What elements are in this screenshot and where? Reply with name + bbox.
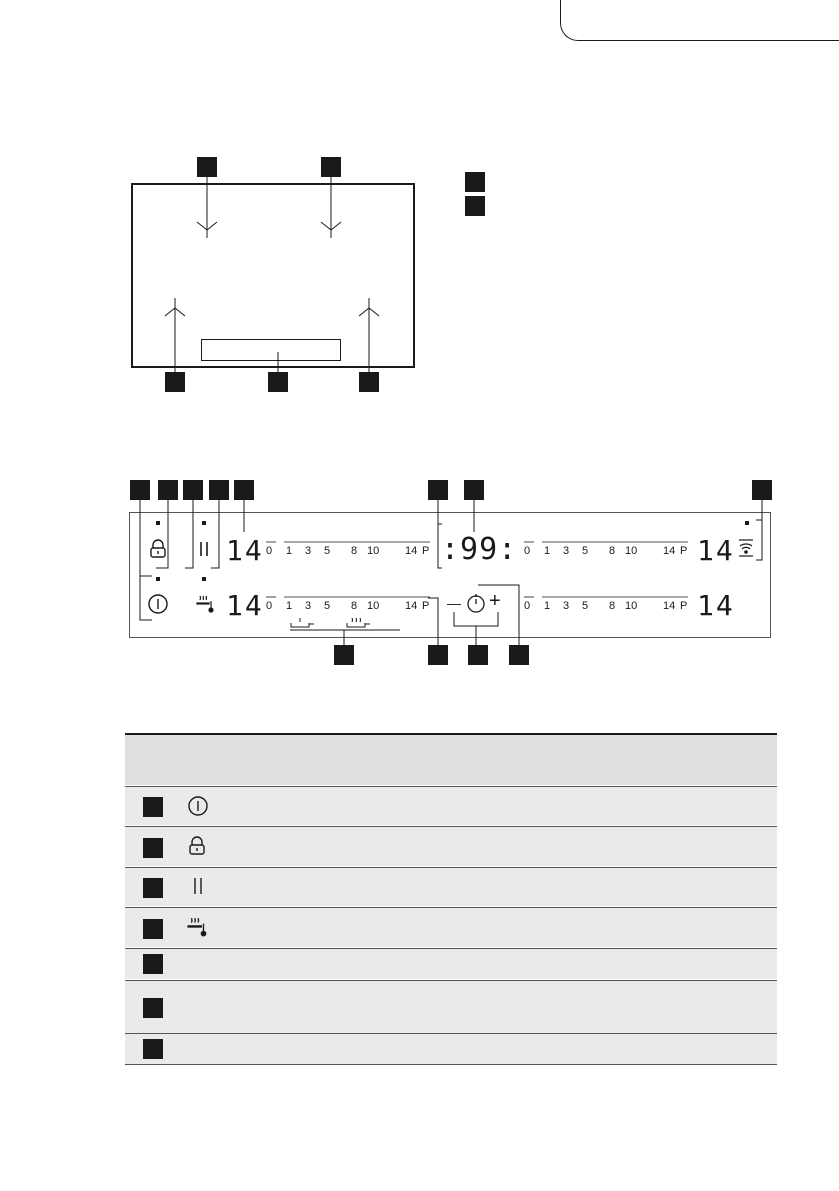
legend-marker [465,196,485,216]
table-bottom-rule [125,1064,777,1065]
scale-label: 1 [544,600,551,612]
scale-label: 3 [305,545,312,557]
scale-label: 0 [524,600,531,612]
scale-label: 8 [609,545,616,557]
indicator-dot [156,521,160,525]
steam-pot-icon[interactable] [345,617,371,629]
table-row [125,868,777,906]
indicator-dot [745,521,749,525]
lock-icon [188,836,206,856]
scale-label: 14 [405,600,418,612]
scale-label: 0 [524,545,531,557]
power-level-display: 14 [697,534,735,567]
scale-label: 8 [609,600,616,612]
scale-label: 8 [351,545,358,557]
row-number-marker [143,838,163,858]
scale-label: 14 [405,545,418,557]
scale-label: 10 [625,545,638,557]
minus-button[interactable]: — [447,595,461,611]
power-level-display: 14 [226,589,264,622]
scale-label: P [422,600,430,612]
callout-marker [359,372,379,392]
scale-label: 1 [544,545,551,557]
scale-label: 3 [305,600,312,612]
pot-icon[interactable] [289,617,315,629]
table-header-row [125,735,777,785]
scale-label: 0 [266,545,273,557]
table-row [125,908,777,947]
callout-marker [165,372,185,392]
row-number-marker [143,919,163,939]
scale-label: 14 [663,545,676,557]
row-number-marker [143,998,163,1018]
row-number-marker [143,797,163,817]
table-row [125,981,777,1033]
callout-marker [197,157,217,177]
plus-button[interactable]: + [489,590,501,612]
scale-label: 10 [625,600,638,612]
table-row [125,1034,777,1064]
pause-icon [191,876,205,896]
scale-track-lines [0,530,839,610]
scale-label: 10 [367,600,380,612]
indicator-dot [202,521,206,525]
power-level-display: 14 [226,534,264,567]
callout-marker [268,372,288,392]
row-number-marker [143,954,163,974]
keep-warm-icon [187,916,209,938]
scale-label: P [422,545,430,557]
scale-label: 1 [286,545,293,557]
scale-label: 0 [266,600,273,612]
scale-label: 3 [563,545,570,557]
legend-marker [465,172,485,192]
row-number-marker [143,1039,163,1059]
scale-label: 3 [563,600,570,612]
scale-label: 5 [582,600,589,612]
scale-label: 10 [367,545,380,557]
timer-display: :99: [441,532,518,567]
scale-label: 1 [286,600,293,612]
power-level-display: 14 [697,589,735,622]
scale-label: 14 [663,600,676,612]
table-row [125,949,777,979]
scale-label: P [680,545,688,557]
scale-label: 5 [582,545,589,557]
callout-marker [321,157,341,177]
row-number-marker [143,878,163,898]
scale-label: 5 [324,545,331,557]
cooking-zone-markers [0,0,839,400]
table-row [125,827,777,866]
power-icon [187,795,209,817]
scale-label: P [680,600,688,612]
table-row [125,787,777,825]
scale-label: 8 [351,600,358,612]
scale-label: 5 [324,600,331,612]
